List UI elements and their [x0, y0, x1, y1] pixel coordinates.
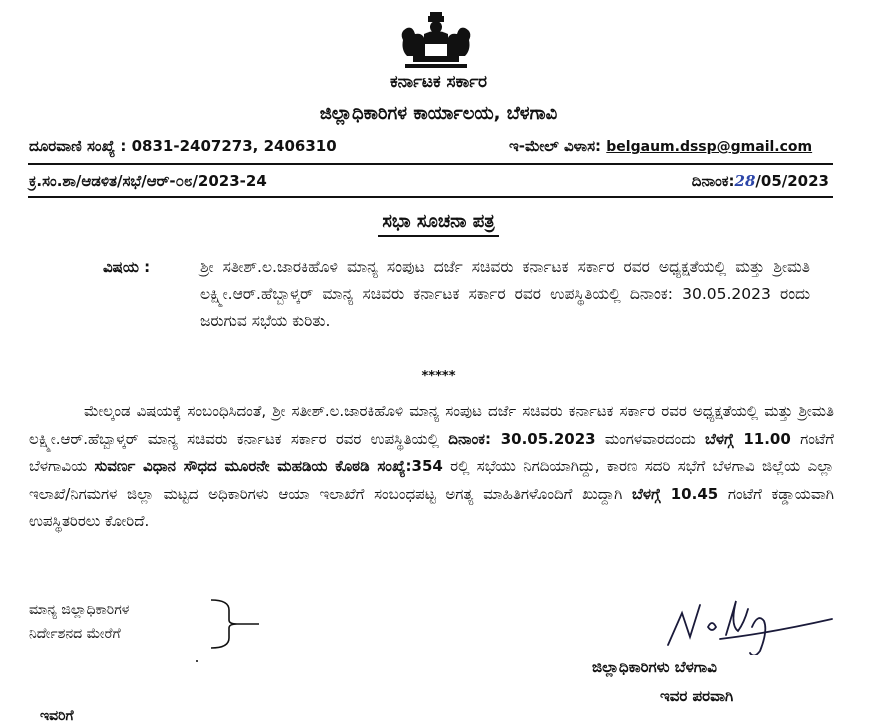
signatory-subtitle: ಇವರ ಪರವಾಗಿ: [660, 687, 734, 705]
date-label: ದಿನಾಂಕ:: [691, 172, 735, 190]
letter-date: [692, 172, 829, 190]
reference-divider: [28, 196, 833, 198]
order-line-2: ನಿರ್ದೇಶನದ ಮೇರೆಗೆ: [29, 626, 121, 642]
signatory-title: ಜಿಲ್ಲಾಧಿಕಾರಿಗಳು ಬೆಳಗಾವಿ: [592, 658, 717, 676]
subject-text: ಶ್ರೀ ಸತೀಶ್.ಲ.ಜಾರಕಿಹೊಳಿ ಮಾನ್ಯ ಸಂಪುಟ ದರ್ಜೆ ಸಚಿವರು ಕರ್ನಾಟಕ ಸರ್ಕಾರ ರವರ ಅಧ್ಯಕ್ಷತೆಯಲ್ಲಿ ಮತ್ತು ಶ್ರೀಮತಿ ಲಕ್ಷ್ಮೀ.ಆರ್.ಹೆಬ್ಬಾಳ್ಕರ್ ಮಾನ್ಯ ಸಚಿವರು ಕರ್ನಾಟಕ ಸರ್ಕಾರ ರವರ ಉಪಸ್ಥಿತಿಯಲ್ಲಿ ದಿನಾಂಕ: 30.05.2023 ರಂದು ಜರುಗುವ ಸಭೆಯ ಕುರಿತು.: [200, 258, 810, 330]
arrival-time: ಬೆಳಗ್ಗೆ 10.45: [632, 484, 719, 503]
phone-value: 0831-2407273, 2406310: [131, 137, 337, 155]
header-divider: [28, 163, 833, 165]
recipients-heading: ಇವರಿಗೆ: [40, 708, 74, 724]
government-name: ಕರ್ನಾಟಕ ಸರ್ಕಾರ: [389, 72, 488, 92]
separator-stars: *****: [421, 369, 456, 384]
date-rest: /05/2023: [755, 172, 829, 190]
ink-dot: [196, 660, 198, 662]
body-paragraph: ಮೇಲ್ಕಂಡ ವಿಷಯಕ್ಕೆ ಸಂಬಂಧಿಸಿದಂತೆ, ಶ್ರೀ ಸತೀಶ್.ಲ.ಜಾರಕಿಹೊಳಿ ಮಾನ್ಯ ಸಂಪುಟ ದರ್ಜೆ ಸಚಿವರು ಕರ್ನಾಟಕ ಸರ್ಕಾರ ರವರ ಅಧ್ಯಕ್ಷತೆಯಲ್ಲಿ ಮತ್ತು ಶ್ರೀಮತಿ ಲಕ್ಷ್ಮೀ.ಆರ್.ಹೆಬ್ಬಾಳ್ಕರ್ ಮಾನ್ಯ ಸಚಿವರು ಕರ್ನಾಟಕ ಸರ್ಕಾರ ರವರ ಉಪಸ್ಥಿತಿಯಲ್ಲಿ ದಿನಾಂಕ: 30.05.2023 ಮಂಗಳವಾರದಂದು ಬೆಳಗ್ಗೆ 11.00 ಗಂಟೆಗೆ ಬೆಳಗಾವಿಯ ಸುವರ್ಣ ವಿಧಾನ ಸೌಧದ ಮೂರನೇ ಮಹಡಿಯ ಕೊಠಡಿ ಸಂಖ್ಯೆ:354 ರಲ್ಲಿ ಸಭೆಯು ನಿಗದಿಯಾಗಿದ್ದು, ಕಾರಣ ಸದರಿ ಸಭೆಗೆ ಬೆಳಗಾವಿ ಜಿಲ್ಲೆಯ ಎಲ್ಲಾ ಇಲಾಖೆ/ನಿಗಮಗಳ ಜಿಲ್ಲಾ ಮಟ್ಟದ ಅಧಿಕಾರಿಗಳು ಆಯಾ ಇಲಾಖೆಗೆ ಸಂಬಂಧಪಟ್ಟ ಅಗತ್ಯ ಮಾಹಿತಿಗಳೊಂದಿಗೆ ಖುದ್ದಾಗಿ ಬೆಳಗ್ಗೆ 10.45 ಗಂಟೆಗೆ ಕಡ್ಡಾಯವಾಗಿ ಉಪಸ್ಥಿತರಿರಲು ಕೋರಿದೆ.: [29, 402, 834, 530]
meeting-time: ಬೆಳಗ್ಗೆ 11.00: [705, 429, 791, 448]
phone-label: ದೂರವಾಣಿ ಸಂಖ್ಯೆ :: [29, 137, 127, 155]
phone-info: [29, 137, 337, 155]
state-emblem-icon: [391, 10, 481, 72]
order-note: [29, 598, 129, 646]
meeting-venue: ಸುವರ್ಣ ವಿಧಾನ ಸೌಧದ ಮೂರನೇ ಮಹಡಿಯ ಕೊಠಡಿ ಸಂಖ್ಯೆ:354: [94, 457, 443, 475]
order-line-1: ಮಾನ್ಯ ಜಿಲ್ಲಾಧಿಕಾರಿಗಳ: [29, 602, 130, 618]
reference-number: ಕ್ರ.ಸಂ.ಶಾ/ಆಡಳಿತ/ಸಭೆ/ಆರ್-೦೮/2023-24: [29, 172, 267, 190]
email-link[interactable]: belgaum.dssp@gmail.com: [606, 139, 813, 155]
signature-icon: [660, 575, 835, 655]
email-label: ಇ-ಮೇಲ್ ವಿಳಾಸ:: [509, 137, 602, 155]
email-info: [509, 137, 812, 155]
notice-title: ಸಭಾ ಸೂಚನಾ ಪತ್ರ: [0, 211, 877, 232]
subject-label: ವಿಷಯ :: [103, 258, 151, 276]
date-day-handwritten: 28: [734, 172, 756, 190]
meeting-date: ದಿನಾಂಕ: 30.05.2023: [448, 429, 596, 448]
brace-icon: [207, 598, 261, 650]
office-name: ಜಿಲ್ಲಾಧಿಕಾರಿಗಳ ಕಾರ್ಯಾಲಯ, ಬೆಳಗಾವಿ: [319, 103, 558, 124]
